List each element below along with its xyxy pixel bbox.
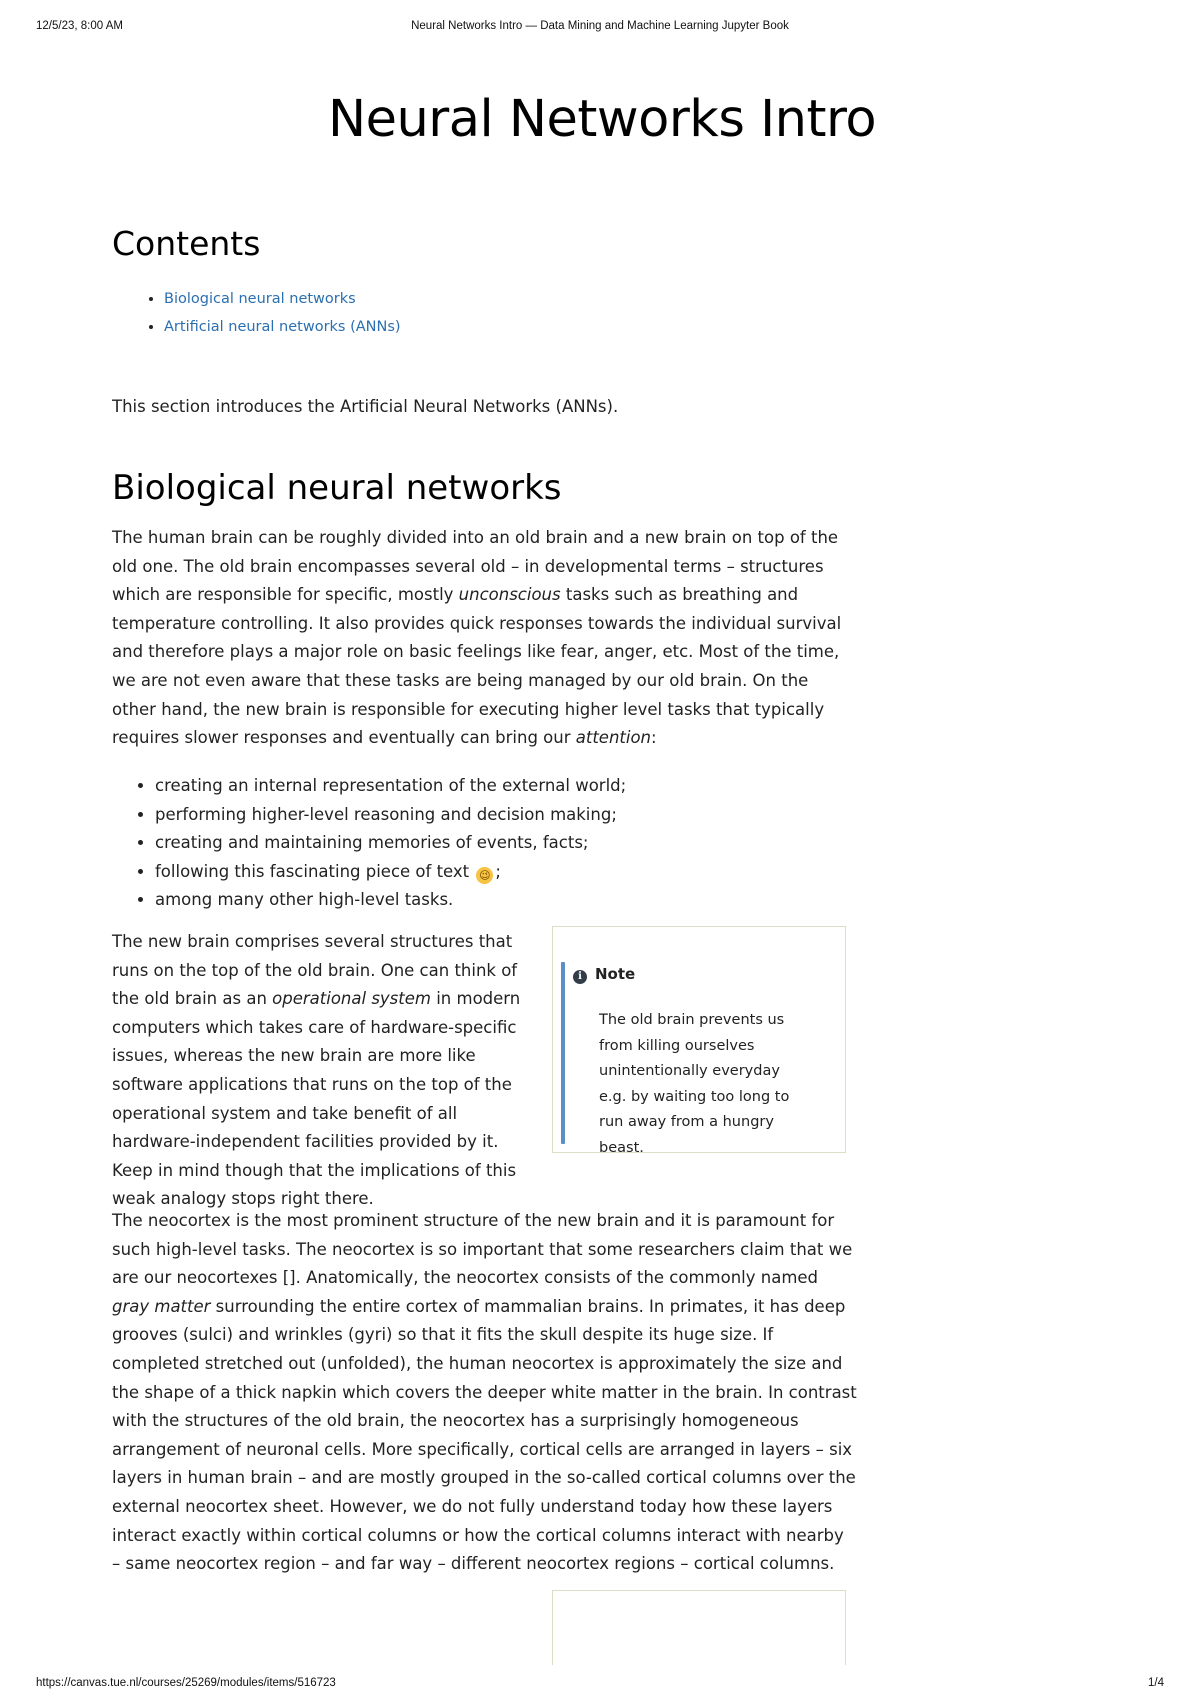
text-run: surrounding the entire cortex of mammalian brains. In primates, it has deep grooves (sulci) and wrinkles (gyri) so that it fits the skull despite its huge size. If completed stretched out (unfolded), the human neocortex is approximately the size and the shape of a thick napkin which covers the deeper white matter in the brain. In contrast with the structures of the old brain, the neocortex has a surprisingly homogeneous arrangement of neuronal cells. More specifically, cortical cells are arranged in layers – six layers in human brain – and are mostly grouped in the so-called cortical columns over the external neocortex sheet. However, we do not fully understand today how these layers interact exactly within cortical columns or how the cortical columns interact with nearby – same neocortex region – and far way – different neocortex regions – cortical columns. [112,1296,857,1574]
paragraph-old-new-brain [112,524,857,753]
text-run: The human brain can be roughly divided into an old brain and a new brain on top of the old one. The old brain encompasses several old – in developmental terms – structures which are responsible for specific, mostly [112,528,839,605]
note-title [573,963,635,985]
text-run: The neocortex is the most prominent structure of the new brain and it is paramount for such high-level tasks. The neocortex is so important that some researchers claim that we are our neocortexes []. Anatomically, the neocortex consists of the commonly named [112,1211,853,1288]
toc-link-biological[interactable]: Biological neural networks [164,291,356,307]
list-item: • among many other high-level tasks. [155,886,626,915]
text-run: in modern computers which takes care of hardware-specific issues, whereas the new brain are more like software applications that runs on the top of the operational system and take benefit of all hardware-independent facilities provided by it. Keep in mind though that the implications of this weak analogy stops right there. [112,989,521,1209]
toc-link-artificial[interactable]: Artificial neural networks (ANNs) [164,319,401,335]
print-header [36,20,1164,36]
print-datetime: 12/5/23, 8:00 AM [36,20,123,32]
table-of-contents [112,285,401,341]
note-accent-bar [561,962,565,1144]
list-item: • creating and maintaining memories of events, facts; [155,829,626,858]
emphasis-gray-matter: gray matter [112,1296,211,1316]
new-brain-tasks-list [112,772,626,915]
emphasis-operational-system: operational system [272,989,431,1009]
list-item [155,858,626,887]
paragraph-analogy [112,928,537,1214]
toc-item [164,313,401,341]
paragraph-neocortex [112,1207,857,1579]
toc-item [164,285,401,313]
admonition-box-cutoff [552,1590,846,1665]
list-item: • creating an internal representation of the external world; [155,772,626,801]
winking-face-icon: 😉 [476,867,493,884]
text-run: tasks such as breathing and temperature controlling. It also provides quick responses towards the individual survival and therefore plays a major role on basic feelings like fear, anger, etc. Most of the time, we are not even aware that these tasks are being managed by our old brain. On the other hand, the new brain is responsible for executing higher level tasks that typically requires slower responses and eventually can bring our [112,585,842,748]
list-item: • performing higher-level reasoning and decision making; [155,801,626,830]
note-text: The old brain prevents us from killing ourselves unintentionally everyday e.g. by waiting too long to run away from a hungry beast. [599,1012,790,1156]
print-page-number: 1/4 [1148,1677,1164,1689]
print-url: https://canvas.tue.nl/courses/25269/modules/items/516723 [36,1677,336,1689]
list-item-suffix: ; [495,861,501,881]
text-run: : [651,728,657,748]
page-title: Neural Networks Intro [327,90,877,149]
list-item-text: following this fascinating piece of text [155,861,470,881]
emphasis-attention: attention [575,728,652,748]
emphasis-unconscious: unconscious [458,585,561,605]
note-admonition [552,926,846,1156]
print-doc-title: Neural Networks Intro — Data Mining and Machine Learning Jupyter Book [411,20,789,32]
info-icon: i [573,970,587,984]
intro-paragraph: This section introduces the Artificial Neural Networks (ANNs). [112,397,619,416]
section-heading-biological: Biological neural networks [112,468,562,508]
text-run: The new brain comprises several structures that runs on the top of the old brain. One can think of the old brain as an [112,932,518,1009]
print-footer [36,1677,1164,1693]
contents-heading: Contents [112,224,261,263]
note-title-text: Note [595,965,636,983]
